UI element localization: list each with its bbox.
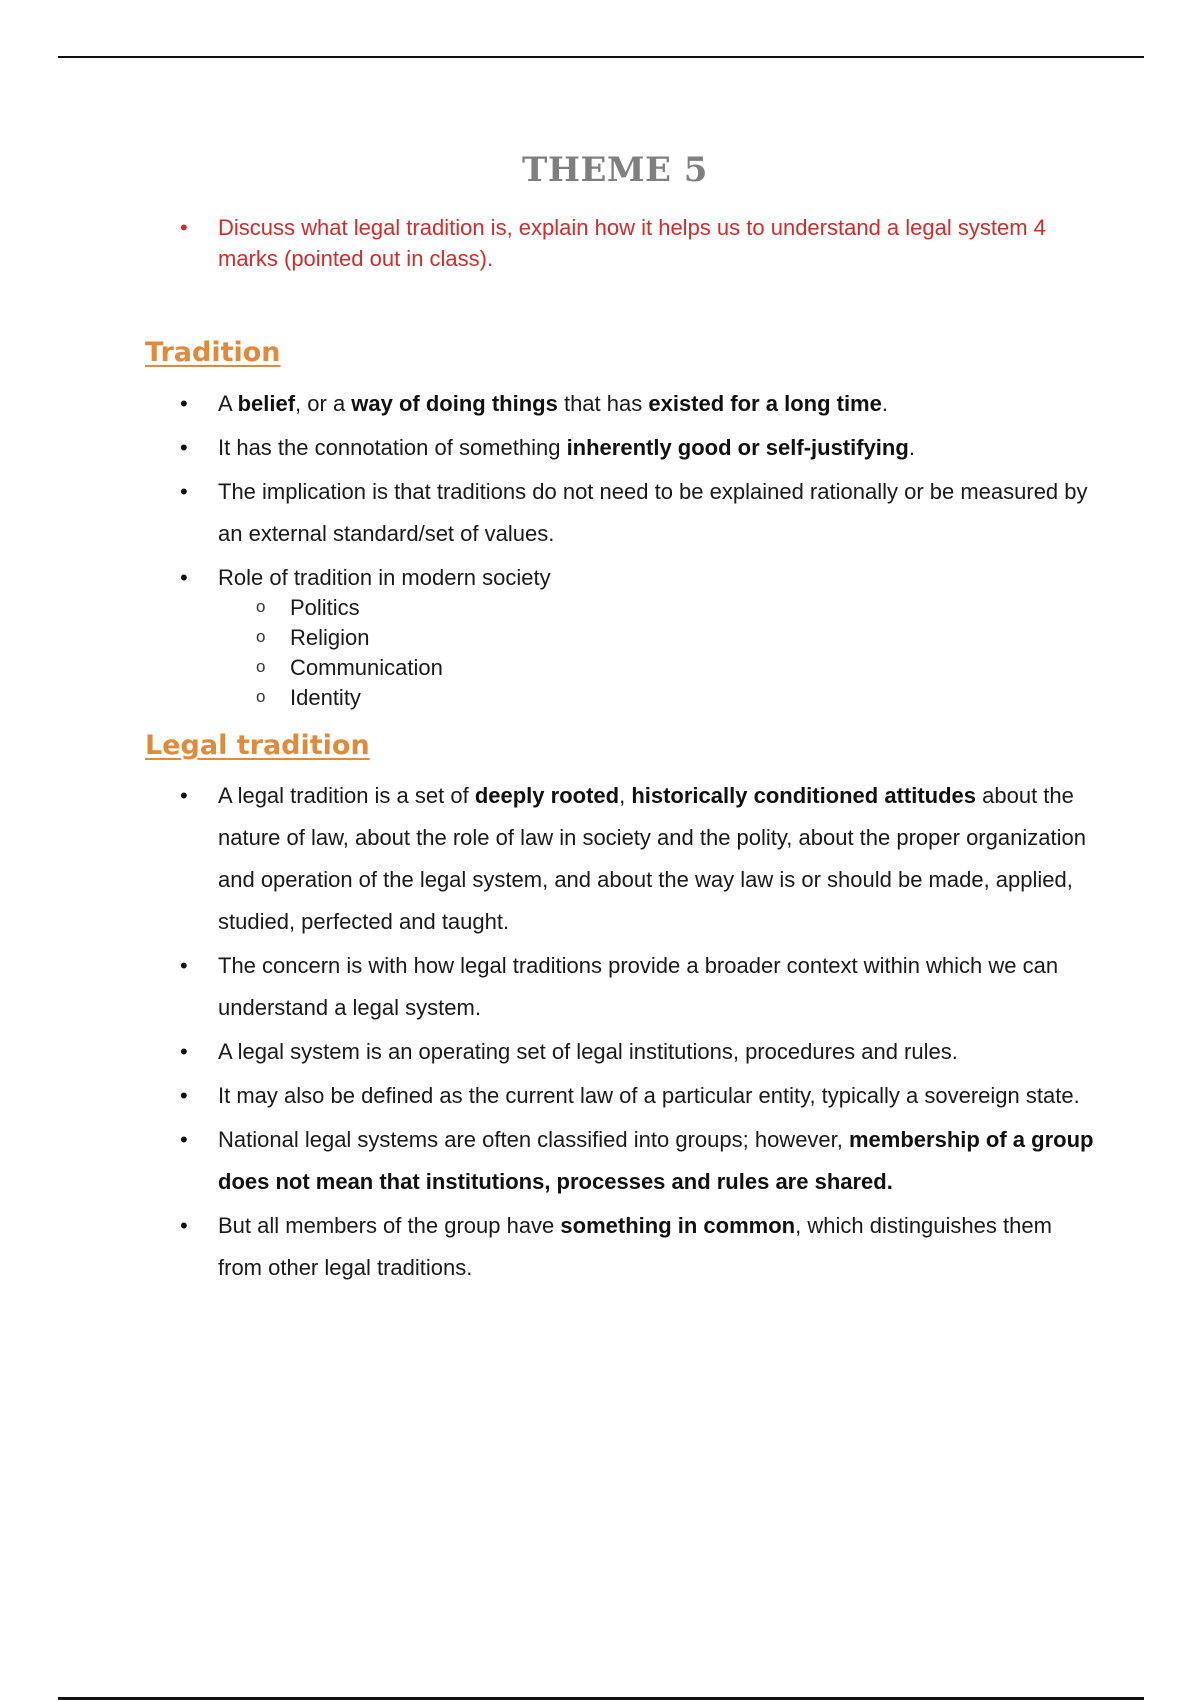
list-item: • The concern is with how legal traditions provide a broader context within which we can understand a legal system.	[178, 945, 1098, 1029]
list-item: • It has the connotation of something inherently good or self-justifying.	[178, 427, 1098, 469]
list-item: • A legal system is an operating set of legal institutions, procedures and rules.	[178, 1031, 1098, 1073]
page-title: THEME 5	[522, 150, 708, 190]
list-item: • Role of tradition in modern society o Politics o Religion o Communication o Identity	[178, 557, 1098, 713]
legal-tradition-list	[178, 775, 1098, 1291]
sub-list-item: o Communication	[218, 653, 1098, 683]
tradition-list	[178, 383, 1098, 715]
list-item: • But all members of the group have something in common, which distinguishes them from other legal traditions.	[178, 1205, 1098, 1289]
top-rule	[58, 56, 1144, 58]
list-item: • National legal systems are often classified into groups; however, membership of a group does not mean that institutions, processes and rules are shared.	[178, 1119, 1098, 1203]
section-heading-legal-tradition: Legal tradition	[145, 730, 370, 761]
sub-list-item: o Identity	[218, 683, 1098, 713]
sub-list-item: o Religion	[218, 623, 1098, 653]
exam-note-list	[178, 212, 1058, 274]
sub-list-item: o Politics	[218, 593, 1098, 623]
list-item: • The implication is that traditions do not need to be explained rationally or be measured by an external standard/set of values.	[178, 471, 1098, 555]
section-heading-tradition: Tradition	[145, 337, 281, 368]
exam-note: • Discuss what legal tradition is, explain how it helps us to understand a legal system 4 marks (pointed out in class).	[178, 212, 1058, 274]
tradition-sub-list	[218, 593, 1098, 713]
list-item: • It may also be defined as the current law of a particular entity, typically a sovereign state.	[178, 1075, 1098, 1117]
list-item: • A legal tradition is a set of deeply rooted, historically conditioned attitudes about the nature of law, about the role of law in society and the polity, about the proper organization and operation of the legal system, and about the way law is or should be made, applied, studied, perfected and taught.	[178, 775, 1098, 943]
list-item: • A belief, or a way of doing things that has existed for a long time.	[178, 383, 1098, 425]
